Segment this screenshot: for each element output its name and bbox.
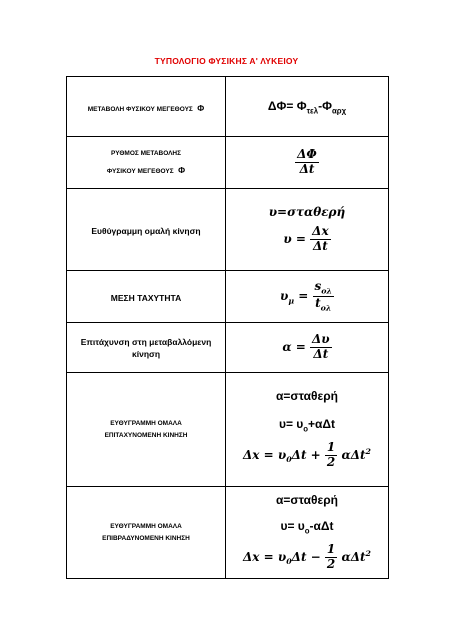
table-row xyxy=(67,323,389,373)
table-row xyxy=(67,189,389,271)
page-title: ΤΥΠΟΛΟΓΙΟ ΦΥΣΙΚΗΣ Α' ΛΥΚΕΙΟΥ xyxy=(154,56,299,66)
formula: υ=σταθερή xyxy=(268,205,346,220)
formula: $\Delta\Phi= \Phi_{\tau\varepsilon\lambda}-\Phi_{\alpha\rho\chi}$ xyxy=(267,99,347,116)
row-label: κίνηση xyxy=(131,348,161,359)
row-label: ΕΠΙΤΑΧΥΝΟΜΕΝΗ ΚΙΝΗΣΗ xyxy=(104,431,188,439)
formula-cell xyxy=(226,373,389,487)
row-label: ΜΕΤΑΒΟΛΗ ΦΥΣΙΚΟΥ ΜΕΓΕΘΟΥΣ xyxy=(87,105,193,113)
table-row xyxy=(67,77,389,137)
formula: υ = $\frac{\Delta x}{\Delta t}$ xyxy=(283,224,329,253)
row-label: ΕΥΘΥΓΡΑΜΜΗ ΟΜΑΛΑ xyxy=(110,522,182,530)
fraction: $\frac{\Delta\Phi}{\Delta t}$ xyxy=(297,147,317,176)
formula-cell xyxy=(226,487,389,579)
row-label: ΦΥΣΙΚΟΥ ΜΕΓΕΘΟΥΣ xyxy=(106,167,174,175)
formula-cell xyxy=(226,137,389,189)
table-row xyxy=(67,373,389,487)
formula: $\upsilon_\mu$ = $\frac{s_{o\lambda}}{t_{o\lambda}}$ xyxy=(280,278,332,313)
row-label: ΜΕΣΗ ΤΑΧΥΤΗΤΑ xyxy=(110,292,182,303)
table-row xyxy=(67,487,389,579)
formula: $\upsilon= \upsilon_o$-αΔt xyxy=(280,519,334,536)
formula-cell xyxy=(226,77,389,137)
label-cell xyxy=(67,323,226,373)
phi-symbol: Φ xyxy=(197,102,205,113)
label-cell xyxy=(67,373,226,487)
row-label: Ευθύγραμμη ομαλή κίνηση xyxy=(91,225,201,236)
formula: α=σταθερή xyxy=(276,493,338,507)
row-label: Επιτάχυνση στη μεταβαλλόμενη xyxy=(80,336,212,347)
table-row xyxy=(67,137,389,189)
row-label: ΕΥΘΥΓΡΑΜΜΗ ΟΜΑΛΑ xyxy=(110,419,182,427)
formula: $\Delta x = \upsilon_0\Delta t$ + $\frac{1}{2}$ αΔt$^2$ xyxy=(243,440,371,470)
formula-cell xyxy=(226,189,389,271)
label-cell xyxy=(67,137,226,189)
formula: α=σταθερή xyxy=(276,389,338,403)
formula: $\Delta x = \upsilon_0\Delta t$ − $\frac{1}{2}$ αΔt$^2$ xyxy=(243,542,371,572)
row-label: ΕΠΙΒΡΑΔΥΝΟΜΕΝΗ ΚΙΝΗΣΗ xyxy=(102,534,190,542)
label-cell xyxy=(67,77,226,137)
formula-cell xyxy=(226,323,389,373)
label-cell xyxy=(67,487,226,579)
row-label: ΡΥΘΜΟΣ ΜΕΤΑΒΟΛΗΣ xyxy=(110,149,182,157)
formula: α = $\frac{\Delta\upsilon}{\Delta t}$ xyxy=(282,332,330,361)
formula-cell xyxy=(226,271,389,323)
formula: $\upsilon= \upsilon_o+\alpha\Delta t$ xyxy=(278,417,336,434)
table-row xyxy=(67,271,389,323)
phi-symbol: Φ xyxy=(178,164,186,175)
label-cell xyxy=(67,189,226,271)
label-cell xyxy=(67,271,226,323)
formula-table xyxy=(66,76,389,579)
